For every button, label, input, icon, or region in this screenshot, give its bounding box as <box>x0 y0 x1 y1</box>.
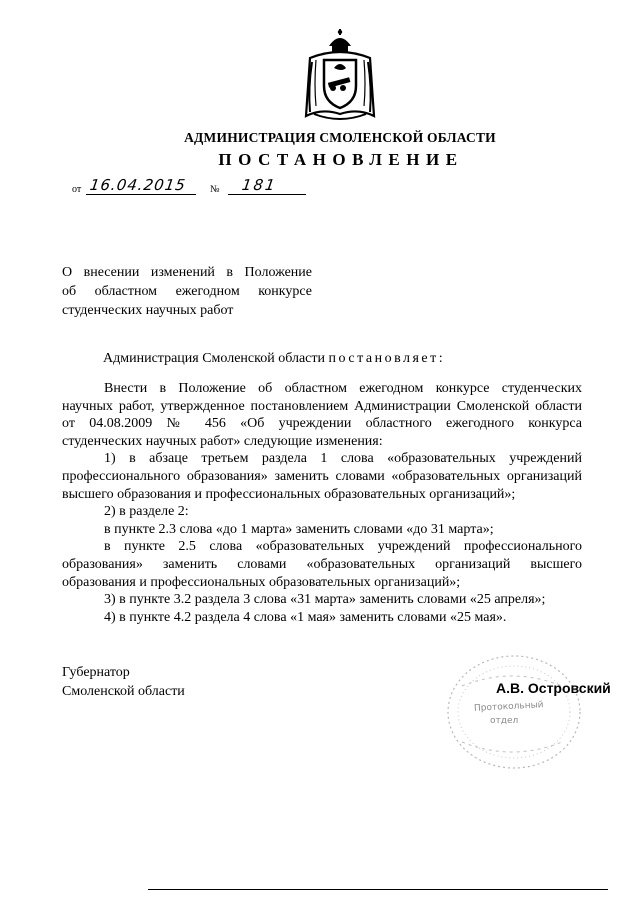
number-label: № <box>210 184 220 195</box>
number-underline <box>228 194 306 195</box>
body-line: высшего образования и профессиональных образовательных организаций»; <box>62 486 516 502</box>
signatory-title-line: Смоленской области <box>62 684 185 699</box>
document-type-title: ПОСТАНОВЛЕНИЕ <box>218 150 464 169</box>
subject-line: студенческих научных работ <box>62 303 234 318</box>
body-line: 4) в пункте 4.2 раздела 4 слова «1 мая» заменить словами «25 мая». <box>104 609 507 625</box>
handwritten-number: 181 <box>240 176 278 194</box>
body-line: 2) в разделе 2: <box>104 504 189 520</box>
coat-of-arms-emblem <box>298 28 382 124</box>
subject-line: об областном ежегодном конкурсе <box>62 284 312 299</box>
footer-divider <box>148 889 608 890</box>
stamp-text: Протокольный <box>473 700 544 714</box>
body-line: образования и профессиональных образовательных организаций»; <box>62 574 461 590</box>
intro-text: Администрация Смоленской области <box>103 351 326 366</box>
body-line: студенческих научных работ» следующие изменения: <box>62 433 383 449</box>
body-line: Внести в Положение об областном ежегодном конкурсе студенческих <box>104 381 582 396</box>
body-line: в пункте 2.5 слова «образовательных учреждений профессионального <box>104 539 582 555</box>
signatory-title-line: Губернатор <box>62 665 130 680</box>
body-line: 3) в пункте 3.2 раздела 3 слова «31 марта» заменить словами «25 апреля»; <box>104 592 546 608</box>
body-line: профессионального образования» заменить словами «образовательных организаций <box>62 468 582 484</box>
body-line: в пункте 2.3 слова «до 1 марта» заменить словами «до 31 марта»; <box>104 521 494 537</box>
signatory-name: А.В. Островский <box>496 680 611 696</box>
body-line: научных работ, утвержденное постановлением Администрации Смоленской области <box>62 398 582 414</box>
issuing-authority: АДМИНИСТРАЦИЯ СМОЛЕНСКОЙ ОБЛАСТИ <box>184 130 496 145</box>
date-prefix-label: от <box>72 184 82 195</box>
document-subject <box>62 263 312 320</box>
subject-line: О внесении изменений в Положение <box>62 265 312 280</box>
body-line: образования» заменить словами «образовательных организаций высшего <box>62 556 582 572</box>
handwritten-date: 16.04.2015 <box>88 176 188 194</box>
body-line: от 04.08.2009 № 456 «Об учреждении областного ежегодного конкурса <box>62 416 582 432</box>
stamp-text: отдел <box>490 716 519 726</box>
resolution-intro <box>103 351 445 367</box>
document-body <box>62 380 582 626</box>
body-line: 1) в абзаце третьем раздела 1 слова «образовательных учреждений <box>104 451 582 467</box>
intro-decree-word: постановляет: <box>328 351 446 366</box>
signatory-title <box>62 663 185 701</box>
date-underline <box>86 194 196 195</box>
